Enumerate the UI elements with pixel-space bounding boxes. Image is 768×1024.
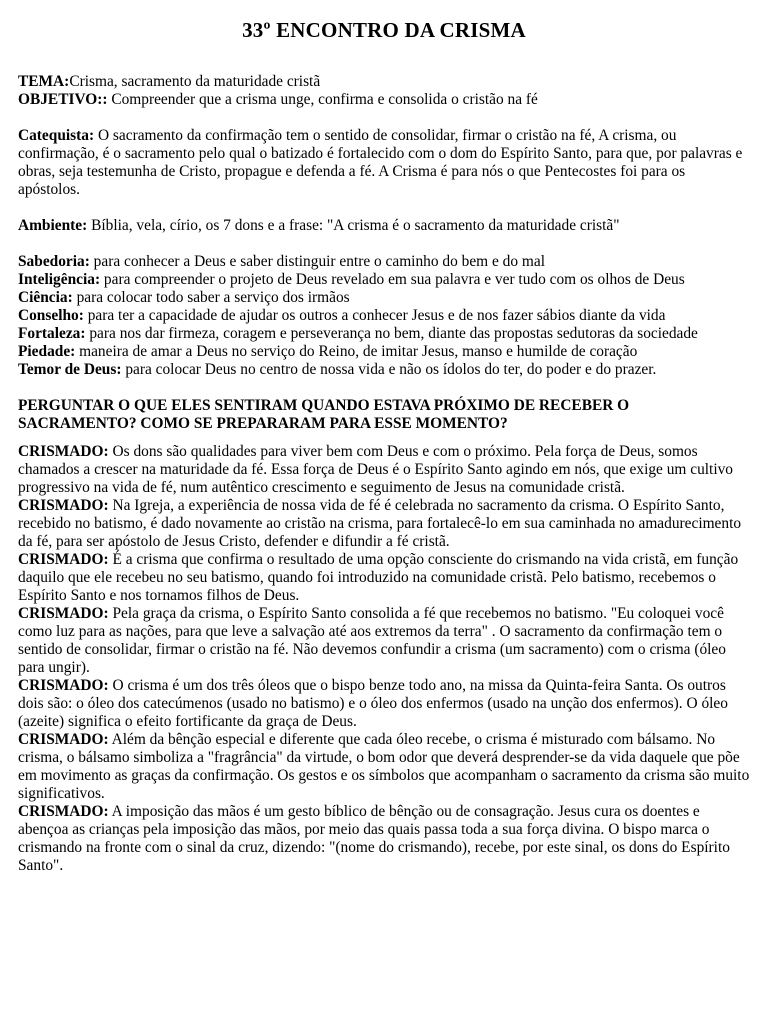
- crismado-label: CRISMADO:: [18, 497, 109, 514]
- crismado-paragraph-3: [18, 551, 750, 605]
- dom-text: para ter a capacidade de ajudar os outros a conhecer Jesus e de nos fazer sábios diante da vida: [83, 307, 666, 324]
- dom-text: para conhecer a Deus e saber distinguir entre o caminho do bem e do mal: [89, 253, 545, 270]
- crismado-label: CRISMADO:: [18, 803, 109, 820]
- dom-label: Conselho:: [18, 307, 84, 324]
- crismado-paragraph-7: [18, 803, 750, 875]
- crismado-paragraph-4: [18, 605, 750, 677]
- catequista-text: O sacramento da confirmação tem o sentido de consolidar, firmar o cristão na fé, A crisma, ou confirmação, é o sacramento pelo qual o batizado é fortalecido com o dom do Espírito Santo, para que, por palavras e obras, seja testemunha de Cristo, propague e defenda a fé. A Crisma é para nós o que Pentecostes foi para os apóstolos.: [18, 127, 743, 198]
- crismado-text: É a crisma que confirma o resultado de uma opção consciente do crismando na vida cristã, em função daquilo que ele recebeu no seu batismo, quando foi introduzido na comunidade cristã. Pelo batismo, recebemos o Espírito Santo e nos tornamos filhos de Deus.: [18, 551, 739, 604]
- objetivo-text: Compreender que a crisma unge, confirma e consolida o cristão na fé: [107, 91, 538, 108]
- ambiente-paragraph: [18, 217, 750, 235]
- tema-label: TEMA:: [18, 73, 70, 90]
- crismado-text: Na Igreja, a experiência de nossa vida de fé é celebrada no sacramento da crisma. O Espírito Santo, recebido no batismo, é dado novamente ao cristão na crisma, para fortalecê-lo em sua caminhada no amadurecimento da fé, para ser apóstolo de Jesus Cristo, defender e difundir a fé cristã.: [18, 497, 742, 550]
- ambiente-text: Bíblia, vela, círio, os 7 dons e a frase: "A crisma é o sacramento da maturidade cristã": [87, 217, 620, 234]
- crismado-text: Os dons são qualidades para viver bem com Deus e com o próximo. Pela força de Deus, somos chamados a crescer na maturidade da fé. Essa força de Deus é o Espírito Santo agindo em nós, que exige um cultivo progressivo na vida de fé, num autêntico crescimento e seguimento de Jesus na comunidade cristã.: [18, 443, 733, 496]
- dom-piedade: [18, 343, 750, 361]
- crismado-text: Além da bênção especial e diferente que cada óleo recebe, o crisma é misturado com bálsamo. No crisma, o bálsamo simboliza a "fragrância" da virtude, o bom odor que deverá desprender-se da vida daquele que põe em movimento as graças da confirmação. Os gestos e os símbolos que acompanham o sacramento da crisma são muito significativos.: [18, 731, 750, 802]
- dom-label: Piedade:: [18, 343, 76, 360]
- crismado-label: CRISMADO:: [18, 443, 109, 460]
- crismado-label: CRISMADO:: [18, 551, 109, 568]
- catequista-label: Catequista:: [18, 127, 95, 144]
- dom-fortaleza: [18, 325, 750, 343]
- crismado-label: CRISMADO:: [18, 731, 109, 748]
- dom-text: maneira de amar a Deus no serviço do Reino, de imitar Jesus, manso e humilde de coração: [75, 343, 638, 360]
- ambiente-label: Ambiente:: [18, 217, 88, 234]
- crismado-label: CRISMADO:: [18, 677, 109, 694]
- crismado-text: A imposição das mãos é um gesto bíblico de bênção ou de consagração. Jesus cura os doentes e abençoa as crianças pela imposição das mãos, por meio das quais passa toda a sua força divina. O bispo marca o crismando na fronte com o sinal da cruz, dizendo: "(nome do crismando), recebe, por este sinal, os dons do Espírito Santo".: [18, 803, 730, 874]
- objetivo-label: OBJETIVO::: [18, 91, 108, 108]
- dom-label: Fortaleza:: [18, 325, 86, 342]
- dom-sabedoria: [18, 253, 750, 271]
- dom-inteligencia: [18, 271, 750, 289]
- document-title: 33º ENCONTRO DA CRISMA: [242, 18, 526, 42]
- dom-label: Sabedoria:: [18, 253, 90, 270]
- crismado-text: O crisma é um dos três óleos que o bispo benze todo ano, na missa da Quinta-feira Santa. Os outros dois são: o óleo dos catecúmenos (usado no batismo) e o óleo dos enfermos (usado na unção dos enfermos). O óleo (azeite) significa o efeito fortificante da graça de Deus.: [18, 677, 728, 730]
- dom-text: para colocar todo saber a serviço dos irmãos: [72, 289, 350, 306]
- crismado-paragraph-1: [18, 443, 750, 497]
- catequista-paragraph: [18, 127, 750, 199]
- crismado-text: Pela graça da crisma, o Espírito Santo consolida a fé que recebemos no batismo. "Eu coloquei você como luz para as nações, para que leve a salvação até aos extremos da terra" . O sacramento da confirmação tem o sentido de consolidar, firmar o cristão na fé. Não devemos confundir a crisma (um sacramento) com o crisma (óleo para ungir).: [18, 605, 726, 676]
- objetivo-line: [18, 91, 750, 109]
- tema-text: Crisma, sacramento da maturidade cristã: [69, 73, 321, 90]
- dom-text: para colocar Deus no centro de nossa vida e não os ídolos do ter, do poder e do prazer.: [121, 361, 657, 378]
- tema-line: [18, 73, 750, 91]
- dom-label: Temor de Deus:: [18, 361, 122, 378]
- dom-label: Inteligência:: [18, 271, 101, 288]
- crismado-paragraph-2: [18, 497, 750, 551]
- crismado-paragraph-6: [18, 731, 750, 803]
- dom-text: para compreender o projeto de Deus revelado em sua palavra e ver tudo com os olhos de Deus: [100, 271, 685, 288]
- dom-temor-de-deus: [18, 361, 750, 379]
- dom-label: Ciência:: [18, 289, 73, 306]
- dom-conselho: [18, 307, 750, 325]
- crismado-paragraph-5: [18, 677, 750, 731]
- crismado-label: CRISMADO:: [18, 605, 109, 622]
- dom-ciencia: [18, 289, 750, 307]
- dom-text: para nos dar firmeza, coragem e perseverança no bem, diante das propostas sedutoras da sociedade: [85, 325, 698, 342]
- discussion-question: PERGUNTAR O QUE ELES SENTIRAM QUANDO ESTAVA PRÓXIMO DE RECEBER O SACRAMENTO? COMO SE PREPARARAM PARA ESSE MOMENTO?: [18, 397, 630, 432]
